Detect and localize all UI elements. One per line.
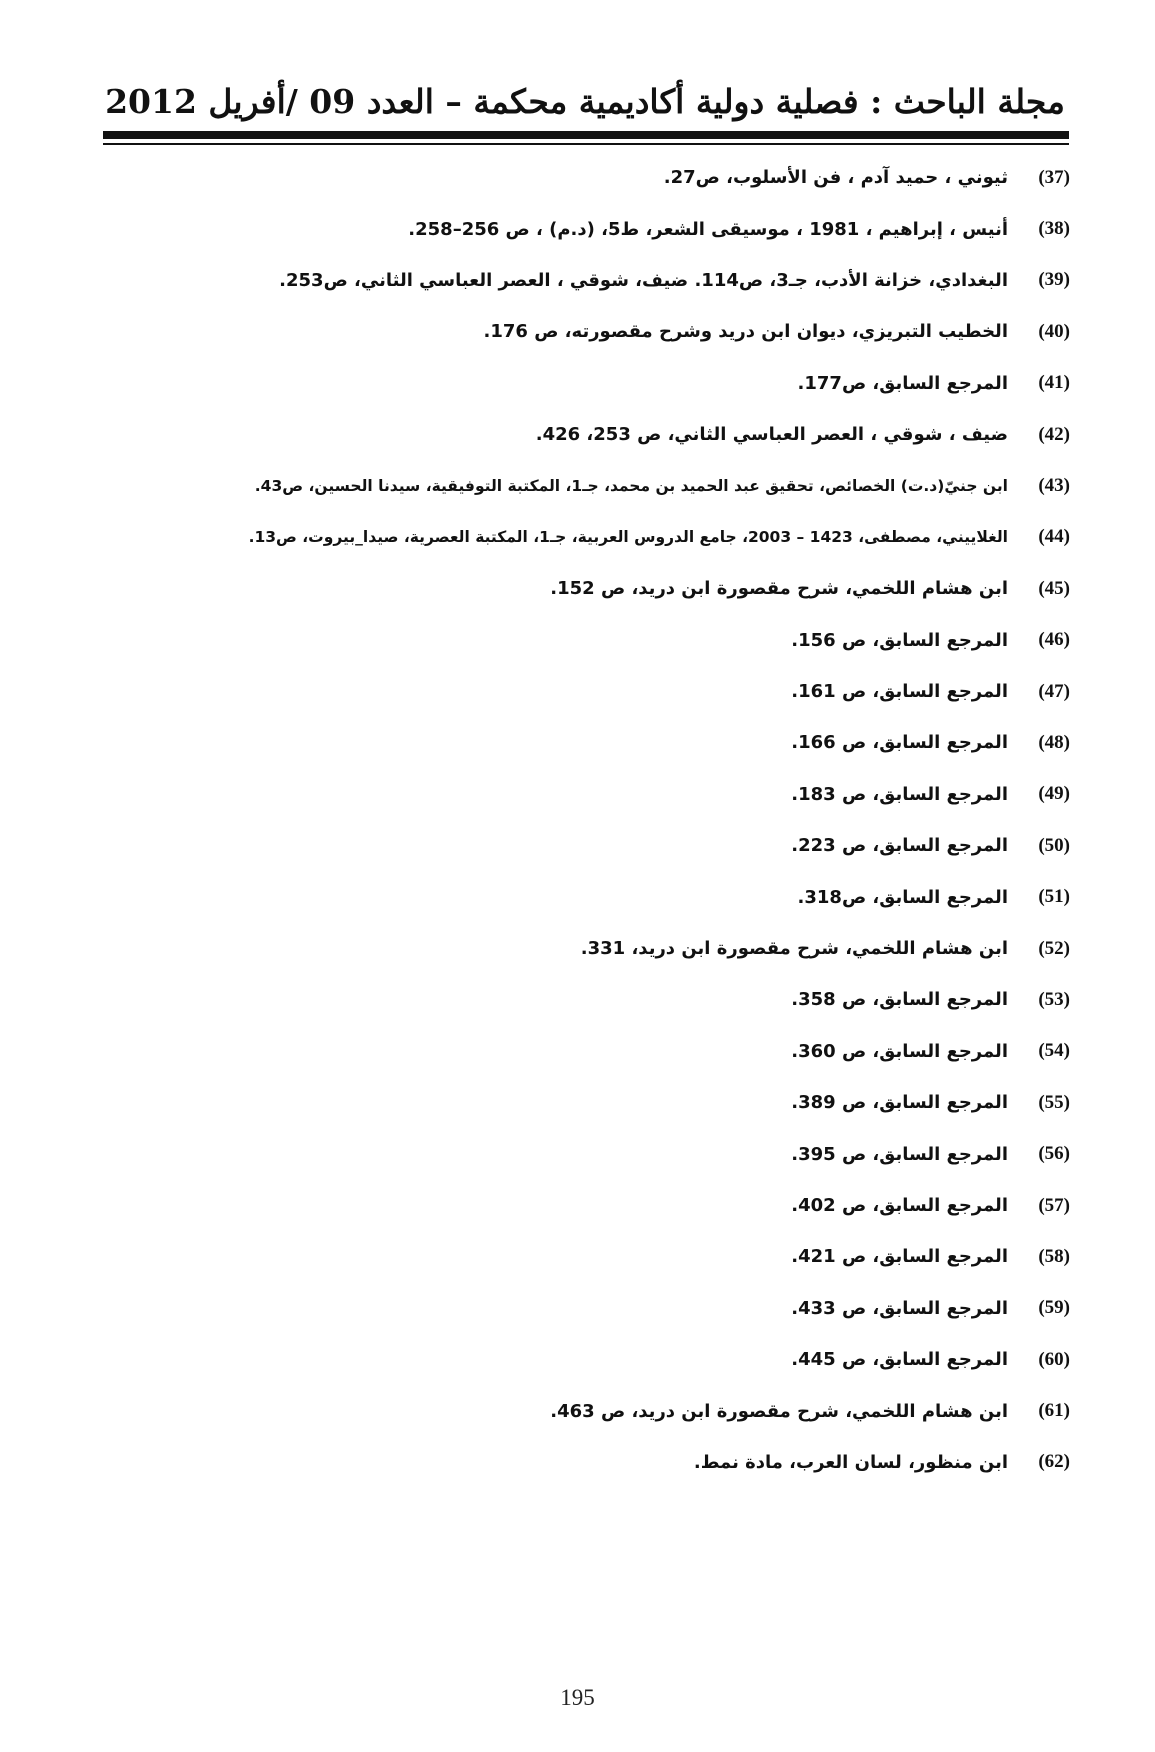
endnote-text: المرجع السابق، ص 389.	[791, 1092, 1008, 1114]
journal-title: مجلة الباحث : فصلية دولية أكاديمية محكمة – العدد 09 /أفريل 2012	[105, 82, 1065, 121]
endnote-number: (45)	[1038, 577, 1070, 599]
endnote-text: المرجع السابق، ص 161.	[791, 681, 1008, 703]
endnote-item	[90, 460, 1070, 511]
endnote-number: (38)	[1038, 218, 1070, 240]
endnote-number: (55)	[1038, 1091, 1070, 1113]
endnote-item	[90, 923, 1070, 974]
endnote-number: (59)	[1038, 1297, 1070, 1319]
endnote-number: (60)	[1038, 1348, 1070, 1370]
endnote-item	[90, 358, 1070, 409]
endnote-text: ضيف ، شوقي ، العصر العباسي الثاني، ص 253، 426.	[535, 424, 1008, 446]
endnote-text: الغلاييني، مصطفى، 1423 – 2003، جامع الدروس العربية، جـ1، المكتبة العصرية، صيدا_بيروت، ص13.	[248, 528, 1008, 547]
endnote-number: (40)	[1038, 320, 1070, 342]
endnote-item	[90, 717, 1070, 768]
endnote-text: المرجع السابق، ص 445.	[791, 1349, 1008, 1371]
header-rule-thick	[103, 131, 1069, 139]
endnote-number: (52)	[1038, 937, 1070, 959]
endnote-item	[90, 820, 1070, 871]
endnote-number: (53)	[1038, 988, 1070, 1010]
endnote-number: (39)	[1038, 269, 1070, 291]
endnote-item	[90, 203, 1070, 254]
endnote-number: (57)	[1038, 1194, 1070, 1216]
endnote-text: المرجع السابق، ص177.	[797, 372, 1008, 394]
endnote-number: (51)	[1038, 886, 1070, 908]
endnote-item	[90, 306, 1070, 357]
endnote-number: (58)	[1038, 1245, 1070, 1267]
endnote-item	[90, 255, 1070, 306]
endnote-number: (42)	[1038, 423, 1070, 445]
endnote-number: (56)	[1038, 1143, 1070, 1165]
endnote-text: أنيس ، إبراهيم ، 1981 ، موسيقى الشعر، ط5، (د.م) ، ص 256–258.	[408, 218, 1008, 240]
endnote-item	[90, 1334, 1070, 1385]
endnote-number: (37)	[1038, 166, 1070, 188]
endnote-item	[90, 1180, 1070, 1231]
endnote-text: المرجع السابق، ص 223.	[791, 835, 1008, 857]
endnote-number: (41)	[1038, 372, 1070, 394]
endnote-text: ابن منظور، لسان العرب، مادة نمط.	[693, 1451, 1008, 1473]
endnote-number: (62)	[1038, 1451, 1070, 1473]
endnote-number: (46)	[1038, 629, 1070, 651]
endnote-item	[90, 152, 1070, 203]
endnote-text: ابن هشام اللخمي، شرح مقصورة ابن دريد، 331.	[580, 938, 1008, 960]
endnote-item	[90, 1026, 1070, 1077]
endnote-text: المرجع السابق، ص 183.	[791, 783, 1008, 805]
header-rule-thin	[103, 143, 1069, 145]
page-header	[100, 70, 1070, 134]
endnote-text: المرجع السابق، ص318.	[797, 886, 1008, 908]
endnote-number: (48)	[1038, 731, 1070, 753]
endnotes-list	[90, 152, 1070, 1488]
endnote-text: المرجع السابق، ص 395.	[791, 1143, 1008, 1165]
endnote-text: الخطيب التبريزي، ديوان ابن دريد وشرح مقصورته، ص 176.	[483, 321, 1008, 343]
endnote-text: المرجع السابق، ص 358.	[791, 989, 1008, 1011]
endnote-item	[90, 409, 1070, 460]
endnote-item	[90, 1128, 1070, 1179]
endnote-number: (44)	[1038, 526, 1070, 548]
endnote-item	[90, 1283, 1070, 1334]
endnote-item	[90, 666, 1070, 717]
endnote-text: ابن هشام اللخمي، شرح مقصورة ابن دريد، ص 463.	[550, 1400, 1008, 1422]
endnote-item	[90, 769, 1070, 820]
endnote-text: المرجع السابق، ص 421.	[791, 1246, 1008, 1268]
endnote-text: ثيوني ، حميد آدم ، فن الأسلوب، ص27.	[663, 167, 1008, 189]
endnote-text: ابن جنيّ(د.ت) الخصائص، تحقيق عبد الحميد بن محمد، جـ1، المكتبة التوفيقية، سيدنا الحسين، ص43.	[254, 477, 1008, 496]
endnote-item	[90, 512, 1070, 563]
page-number: 195	[560, 1685, 595, 1710]
endnote-text: المرجع السابق، ص 433.	[791, 1297, 1008, 1319]
endnote-number: (50)	[1038, 834, 1070, 856]
endnote-text: المرجع السابق، ص 166.	[791, 732, 1008, 754]
endnote-text: ابن هشام اللخمي، شرح مقصورة ابن دريد، ص 152.	[550, 578, 1008, 600]
endnote-number: (54)	[1038, 1040, 1070, 1062]
endnote-item	[90, 1385, 1070, 1436]
endnote-item	[90, 974, 1070, 1025]
endnote-number: (43)	[1038, 475, 1070, 497]
endnote-text: المرجع السابق، ص 156.	[791, 629, 1008, 651]
endnote-item	[90, 615, 1070, 666]
endnote-item	[90, 1077, 1070, 1128]
endnote-item	[90, 1231, 1070, 1282]
endnote-text: المرجع السابق، ص 360.	[791, 1040, 1008, 1062]
endnote-number: (47)	[1038, 680, 1070, 702]
endnote-number: (49)	[1038, 783, 1070, 805]
endnote-text: البغدادي، خزانة الأدب، جـ3، ص114. ضيف، شوقي ، العصر العباسي الثاني، ص253.	[279, 269, 1008, 291]
endnote-item	[90, 871, 1070, 922]
endnote-text: المرجع السابق، ص 402.	[791, 1195, 1008, 1216]
endnote-item	[90, 1437, 1070, 1488]
endnote-item	[90, 563, 1070, 614]
endnote-number: (61)	[1038, 1400, 1070, 1422]
